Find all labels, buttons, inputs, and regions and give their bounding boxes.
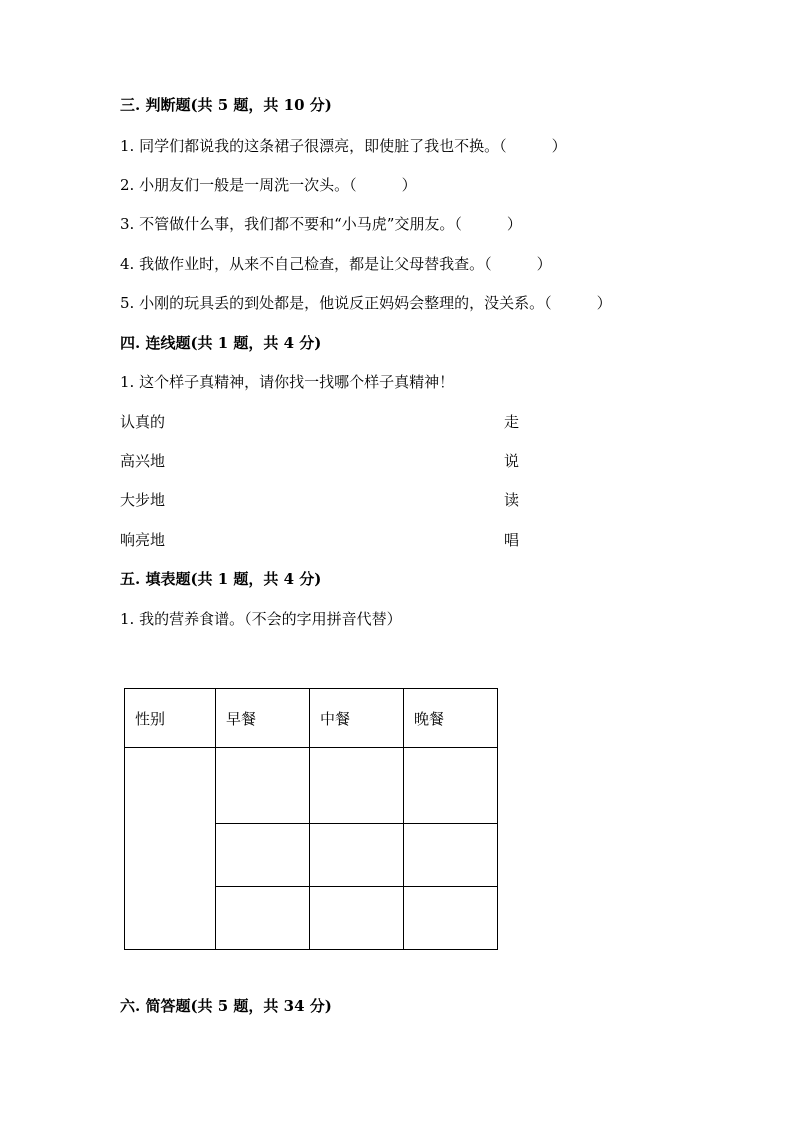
section-5-heading: 五. 填表题(共 1 题，共 4 分)	[120, 570, 322, 588]
meal-plan-table	[124, 688, 498, 950]
header-cell-dinner: 晚餐	[404, 689, 498, 748]
header-cell-gender: 性别	[125, 689, 216, 748]
blank-cell[interactable]	[404, 887, 498, 950]
match-left-item: 响亮地	[120, 531, 166, 549]
section-6-heading: 六. 简答题(共 5 题，共 34 分)	[120, 997, 332, 1015]
match-left-item: 大步地	[120, 491, 166, 509]
blank-cell[interactable]	[310, 887, 404, 950]
header-cell-lunch: 中餐	[310, 689, 404, 748]
header-cell-breakfast: 早餐	[216, 689, 310, 748]
match-right-item: 走	[504, 413, 520, 431]
blank-cell[interactable]	[404, 824, 498, 887]
judgement-question-5: 5. 小刚的玩具丢的到处都是，他说反正妈妈会整理的，没关系。（ ）	[120, 294, 612, 312]
match-right-item: 唱	[504, 531, 520, 549]
judgement-question-3: 3. 不管做什么事，我们都不要和“小马虎”交朋友。（ ）	[120, 215, 522, 233]
match-right-item: 读	[504, 491, 520, 509]
blank-cell[interactable]	[310, 748, 404, 824]
blank-cell[interactable]	[310, 824, 404, 887]
table-row	[125, 748, 498, 824]
blank-cell[interactable]	[216, 887, 310, 950]
gender-cell[interactable]	[125, 748, 216, 950]
match-left-item: 高兴地	[120, 452, 166, 470]
section-3-heading: 三. 判断题(共 5 题，共 10 分)	[120, 96, 332, 114]
table-header-row	[125, 689, 498, 748]
judgement-question-4: 4. 我做作业时，从来不自己检查，都是让父母替我查。（ ）	[120, 255, 552, 273]
blank-cell[interactable]	[216, 824, 310, 887]
match-left-item: 认真的	[120, 413, 166, 431]
blank-cell[interactable]	[404, 748, 498, 824]
judgement-question-1: 1. 同学们都说我的这条裙子很漂亮，即使脏了我也不换。（ ）	[120, 137, 567, 155]
section-4-heading: 四. 连线题(共 1 题，共 4 分)	[120, 334, 322, 352]
table-prompt: 1. 我的营养食谱。（不会的字用拼音代替）	[120, 610, 402, 628]
matching-prompt: 1. 这个样子真精神，请你找一找哪个样子真精神！	[120, 373, 455, 391]
match-right-item: 说	[504, 452, 520, 470]
blank-cell[interactable]	[216, 748, 310, 824]
judgement-question-2: 2. 小朋友们一般是一周洗一次头。（ ）	[120, 176, 417, 194]
